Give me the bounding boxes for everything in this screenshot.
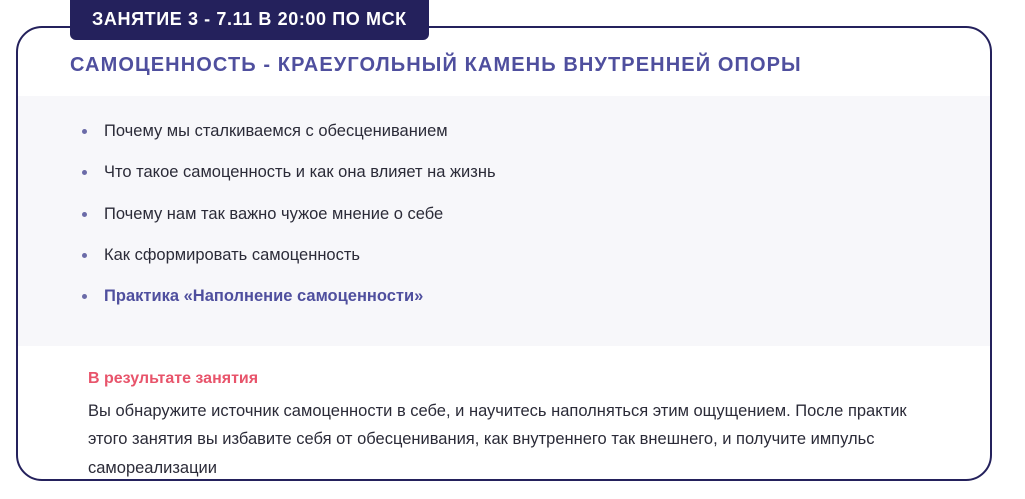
list-item xyxy=(80,122,950,142)
lesson-card xyxy=(16,26,992,481)
result-text: Вы обнаружите источник самоценности в себе, и научитесь наполняться этим ощущением. После практик этого занятия вы избавите себя от обесценивания, как внутреннего так внешнего, и получите импульс самореализации xyxy=(88,402,907,477)
list-item-label: Практика «Наполнение самоценности» xyxy=(104,287,424,306)
lesson-date-badge: ЗАНЯТИЕ 3 - 7.11 В 20:00 ПО МСК xyxy=(70,0,429,40)
list-item-label: Почему нам так важно чужое мнение о себе xyxy=(104,204,444,223)
list-item-label: Как сформировать самоценность xyxy=(104,245,361,264)
page-title: САМОЦЕННОСТЬ - КРАЕУГОЛЬНЫЙ КАМЕНЬ ВНУТРЕННЕЙ ОПОРЫ xyxy=(70,54,802,76)
list-item xyxy=(80,246,950,266)
list-item xyxy=(80,205,950,225)
topics-panel xyxy=(18,96,990,346)
list-item-label: Что такое самоценность и как она влияет на жизнь xyxy=(104,163,496,182)
result-block xyxy=(88,370,942,481)
list-item-label: Почему мы сталкиваемся с обесцениванием xyxy=(104,122,448,140)
list-item xyxy=(80,163,950,183)
result-heading: В результате занятия xyxy=(88,370,259,387)
list-item-practice xyxy=(80,287,950,307)
topics-list xyxy=(18,96,990,307)
